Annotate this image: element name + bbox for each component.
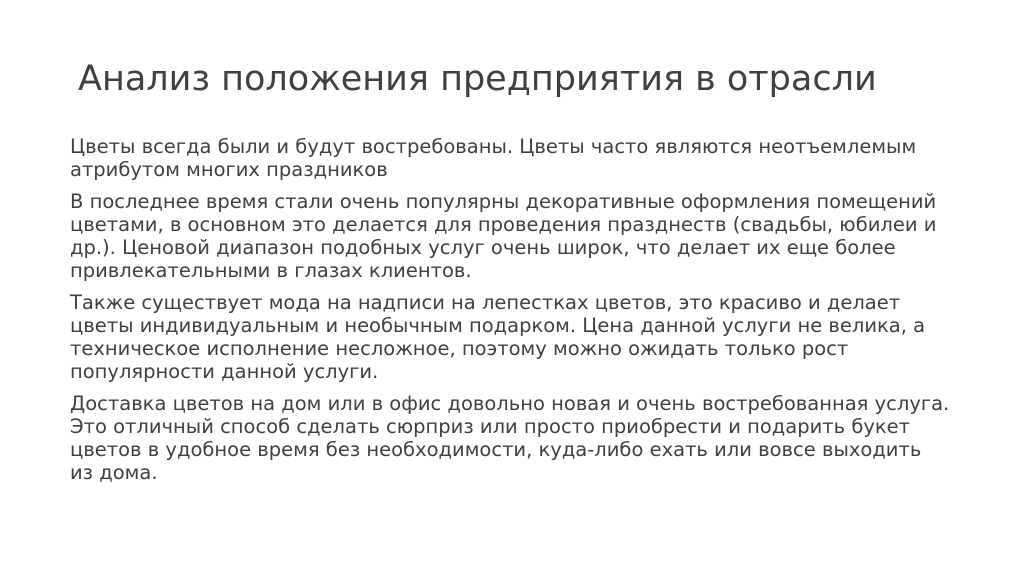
paragraph-2: В последнее время стали очень популярны декоративные оформления помещений цветами, в основном это делается для проведения празднеств (свадьбы, юбилеи и др.). Ценовой диапазон подобных услуг очень широк, что делает их еще более привлекательными в глазах клиентов. [70,190,937,282]
paragraph-1: Цветы всегда были и будут востребованы. Цветы часто являются неотъемлемым атрибутом многих праздников [70,135,917,181]
slide-title: Анализ положения предприятия в отрасли [78,59,877,99]
paragraph-3: Также существует мода на надписи на лепестках цветов, это красиво и делает цветы индивидуальным и необычным подарком. Цена данной услуги не велика, а техническое исполнение несложное, поэтому можно ожидать только рост популярности данной услуги. [70,291,926,383]
paragraph-4: Доставка цветов на дом или в офис довольно новая и очень востребованная услуга. Это отличный способ сделать сюрприз или просто приобрести и подарить букет цветов в удобное время без необходимости, куда-либо ехать или вовсе выходить из дома. [70,392,950,484]
slide-body [70,135,950,493]
